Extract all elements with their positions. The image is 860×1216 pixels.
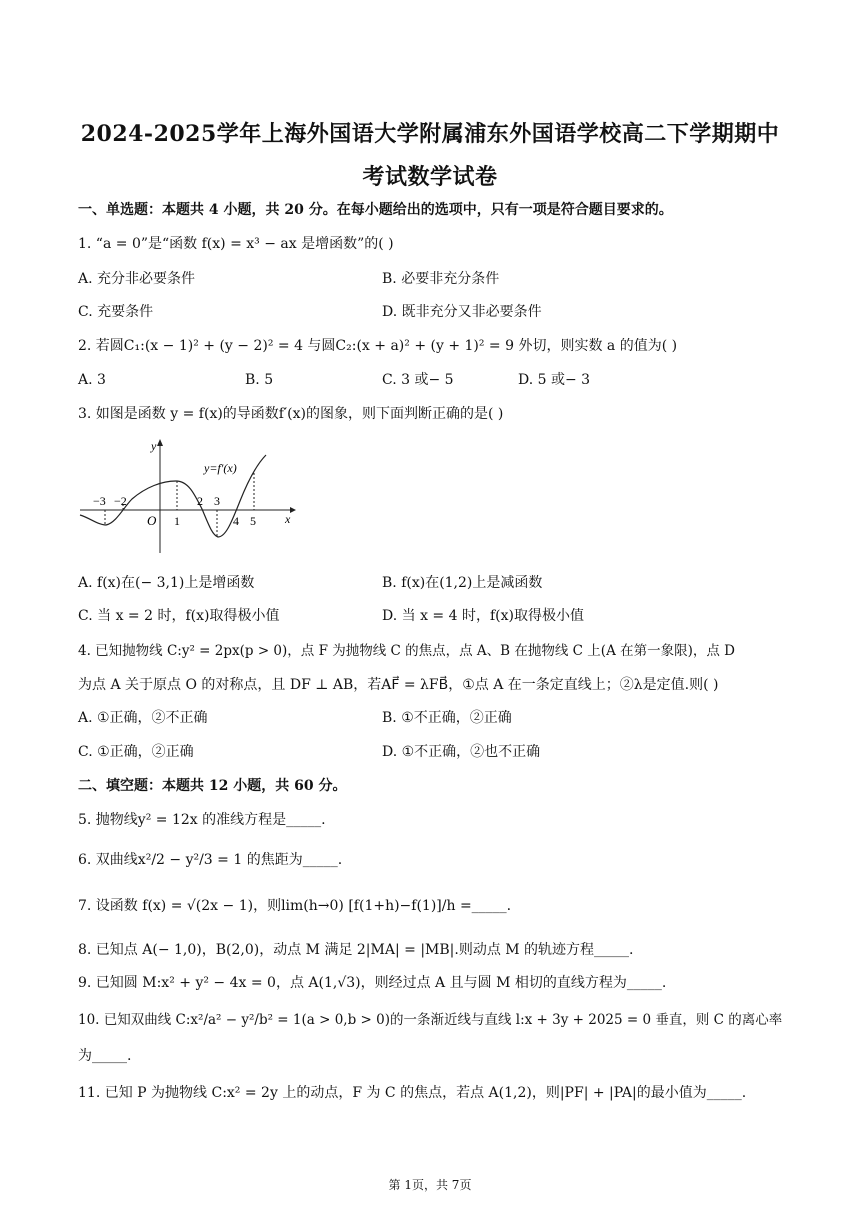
question-4-option-b: B. ①不正确，②正确: [382, 710, 512, 726]
tick-label-4: 4: [233, 514, 239, 528]
question-1-option-a: A. 充分非必要条件: [78, 271, 196, 287]
question-7: 7. 设函数 f(x) = √(2x − 1)，则lim(h→0) [f(1+h)−f(1)]/h =_____.: [78, 898, 512, 914]
question-4-stem-line1: 4. 已知抛物线 C:y² = 2px(p > 0)，点 F 为抛物线 C 的焦点，点 A、B 在抛物线 C 上(A 在第一象限)，点 D: [78, 643, 735, 659]
question-4-option-c: C. ①正确，②正确: [78, 744, 194, 760]
question-10-line2: 为_____.: [78, 1048, 132, 1064]
question-3-stem: 3. 如图是函数 y = f(x)的导函数f′(x)的图象，则下面判断正确的是( ): [78, 406, 504, 422]
question-4-option-a: A. ①正确，②不正确: [78, 710, 208, 726]
question-1-option-d: D. 既非充分又非必要条件: [382, 304, 542, 320]
tick-label-5: 5: [250, 514, 256, 528]
question-11: 11. 已知 P 为抛物线 C:x² = 2y 上的动点，F 为 C 的焦点，若点 A(1,2)，则|PF| + |PA|的最小值为_____.: [78, 1085, 747, 1101]
question-8: 8. 已知点 A(− 1,0)，B(2,0)，动点 M 满足 2|MA| = |MB|.则动点 M 的轨迹方程_____.: [78, 942, 634, 958]
origin-label: O: [147, 513, 157, 528]
question-6: 6. 双曲线x²/2 − y²/3 = 1 的焦距为_____.: [78, 852, 343, 868]
tick-label-1: 1: [174, 514, 180, 528]
question-3-option-b: B. f(x)在(1,2)上是减函数: [382, 575, 543, 591]
exam-title-line1: 2024-2025学年上海外国语大学附属浦东外国语学校高二下学期期中: [80, 121, 780, 147]
question-4-option-d: D. ①不正确，②也不正确: [382, 744, 541, 760]
question-2-option-b: B. 5: [245, 372, 274, 388]
question-1-option-b: B. 必要非充分条件: [382, 271, 500, 287]
question-3-option-d: D. 当 x = 4 时，f(x)取得极小值: [382, 608, 584, 624]
page-footer: 第 1页，共 7页: [388, 1178, 472, 1192]
question-5: 5. 抛物线y² = 12x 的准线方程是_____.: [78, 812, 326, 828]
exam-title-line2: 考试数学试卷: [362, 164, 498, 190]
question-1-option-c: C. 充要条件: [78, 304, 154, 320]
tick-label-minus3: −3: [93, 494, 106, 508]
question-1-stem: 1. “a = 0”是“函数 f(x) = x³ − ax 是增函数”的( ): [78, 236, 394, 252]
section-heading-fill-in: 二、填空题：本题共 12 小题，共 60 分。: [78, 778, 347, 794]
curve-label: y=f′(x): [204, 461, 237, 475]
y-axis-arrow-icon: [157, 439, 163, 446]
question-9: 9. 已知圆 M:x² + y² − 4x = 0，点 A(1,√3)，则经过点 A 且与圆 M 相切的直线方程为_____.: [78, 975, 667, 991]
x-axis-arrow-icon: [290, 507, 296, 513]
question-2-option-a: A. 3: [78, 372, 106, 388]
y-axis-label: y: [151, 439, 157, 453]
question-3-option-a: A. f(x)在(− 3,1)上是增函数: [78, 575, 255, 591]
tick-label-minus2: −2: [114, 494, 127, 508]
question-2-option-d: D. 5 或− 3: [518, 372, 591, 388]
tick-label-2: 2: [197, 494, 203, 508]
question-2-option-c: C. 3 或− 5: [382, 372, 454, 388]
question-3-option-c: C. 当 x = 2 时，f(x)取得极小值: [78, 608, 280, 624]
derivative-graph: [76, 435, 302, 557]
question-4-stem-line2: 为点 A 关于原点 O 的对称点，且 DF ⊥ AB，若AF⃗ = λFB⃗，①点 A 在一条定直线上；②λ是定值.则( ): [78, 677, 719, 693]
question-10-line1: 10. 已知双曲线 C:x²/a² − y²/b² = 1(a > 0,b > 0)的一条渐近线与直线 l:x + 3y + 2025 = 0 垂直，则 C 的离心率: [78, 1012, 783, 1028]
question-2-stem: 2. 若圆C₁:(x − 1)² + (y − 2)² = 4 与圆C₂:(x + a)² + (y + 1)² = 9 外切，则实数 a 的值为( ): [78, 338, 678, 354]
x-axis-label: x: [285, 512, 291, 526]
section-heading-single-choice: 一、单选题：本题共 4 小题，共 20 分。在每小题给出的选项中，只有一项是符合题目要求的。: [78, 202, 673, 218]
tick-label-3: 3: [214, 494, 220, 508]
